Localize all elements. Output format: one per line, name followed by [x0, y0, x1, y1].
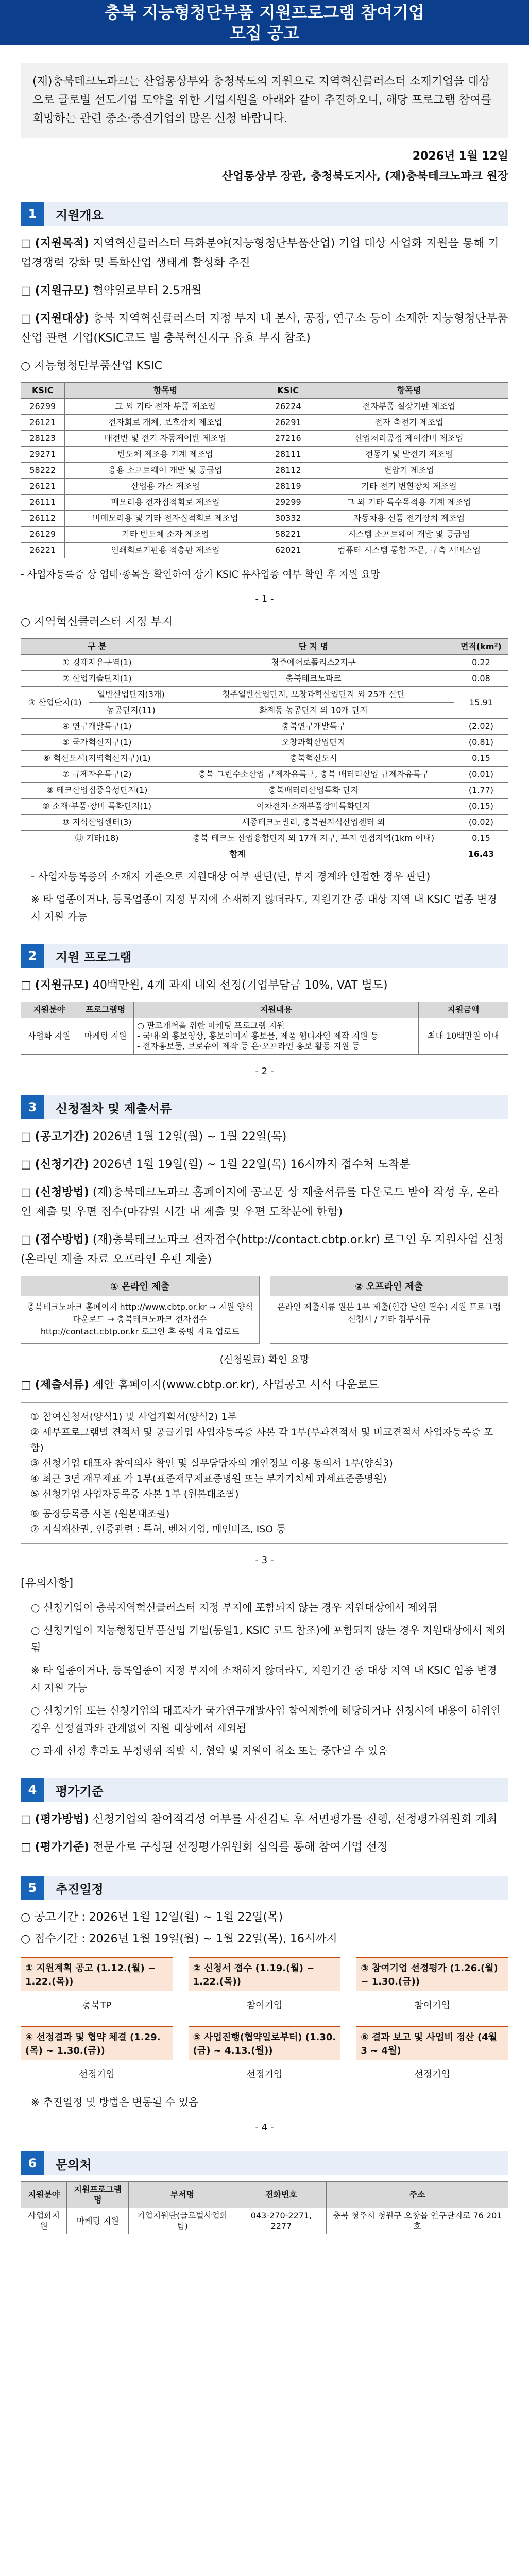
cluster-subcategory: 농공단지(11) — [89, 703, 173, 719]
ksic-item: 자동차용 신품 전기장치 제조업 — [310, 511, 508, 527]
cluster-row — [21, 671, 508, 687]
schedule-apply-line: ○ 접수기간 : 2026년 1월 19일(월) ~ 1월 22일(목), 16시까지 — [21, 1933, 337, 1945]
eval-method: □ (평가방법) 신청기업의 참여적격성 여부를 사전검토 후 서면평가를 진행, 선정평가위원회 개최 — [21, 1813, 498, 1826]
ksic-item: 그 외 기타 전자 부품 제조업 — [64, 399, 266, 415]
notice-date: 2026년 1월 12일 — [412, 150, 508, 163]
schedule-step — [189, 2026, 341, 2088]
offline-submission-box — [270, 1276, 509, 1344]
cluster-row — [21, 751, 508, 767]
cluster-category: ② 산업기술단지(1) — [21, 671, 173, 687]
ksic-row — [21, 527, 508, 543]
ksic-item: 시스템 소프트웨어 개발 및 공급업 — [310, 527, 508, 543]
ksic-row — [21, 431, 508, 447]
program-scale: □ (지원규모) 40백만원, 4개 과제 내외 선정(기업부담금 10%, VAT 별도) — [21, 979, 388, 992]
section-title: 지원 프로그램 — [44, 944, 508, 968]
cluster-note: ○ 지역혁신클러스터 지정 부지 — [21, 616, 173, 629]
program-content: ○ 판로개척을 위한 마케팅 프로그램 지원 - 국내·외 홍보영상, 홍보이미지 홍보물, 제품 웹디자인 제작 지원 등 - 전자홍보물, 브로슈어 제작 등 온·오프라인 홍보 활동 지원 등 — [133, 1018, 418, 1055]
section-number: 6 — [21, 2151, 44, 2175]
ksic-code: 28123 — [21, 431, 65, 447]
contact-phone-col: 전화번호 — [236, 2182, 327, 2208]
notice-heading: (공고기간) — [35, 1130, 89, 1143]
purpose-heading: (지원목적) — [35, 237, 89, 250]
ksic-code: 28112 — [266, 463, 310, 479]
ksic-code: 28119 — [266, 479, 310, 495]
criteria-heading: (평가기준) — [35, 1841, 89, 1854]
schedule-grid — [21, 1957, 508, 2088]
apply-text: 2026년 1월 19일(월) ~ 1월 22일(목) 16시까지 접수처 도착분 — [92, 1158, 411, 1171]
step-body: 선정기업 — [79, 2069, 115, 2080]
cluster-table — [21, 638, 508, 862]
cluster-header-row — [21, 639, 508, 655]
ksic-code: 29299 — [266, 495, 310, 511]
step-body: 충북TP — [82, 2000, 112, 2011]
submission-flow — [21, 1276, 508, 1344]
ksic-item: 산업처리공정 제어장비 제조업 — [310, 431, 508, 447]
ksic-item: 전자 축전기 제조업 — [310, 415, 508, 431]
cluster-category: ⑤ 국가혁신지구(1) — [21, 735, 173, 751]
contact-field: 사업화지원 — [21, 2208, 67, 2234]
method-heading: (신청방법) — [35, 1186, 89, 1199]
cluster-area: 0.15 — [454, 831, 508, 846]
program-table — [21, 1002, 508, 1055]
ksic-col: KSIC — [21, 383, 65, 399]
ksic-header-row — [21, 383, 508, 399]
cluster-category: ⑦ 규제자유특구(2) — [21, 767, 173, 783]
ksic-item: 산업용 가스 제조업 — [64, 479, 266, 495]
step-title: ⑥ 결과 보고 및 사업비 정산 (4월 3 ~ 4월) — [356, 2027, 508, 2060]
contact-program: 마케팅 지원 — [67, 2208, 129, 2234]
step-title: ④ 선정결과 및 협약 체결 (1.29.(목) ~ 1.30.(금)) — [21, 2027, 173, 2060]
cluster-row — [21, 719, 508, 735]
total-value: 16.43 — [454, 846, 508, 862]
submit-method: □ (접수방법) (재)충북테크노파크 전자접수(http://contact.cbtp.or.kr) 로그인 후 지원사업 신청(온라인 제출 자료 오프라인 우편 제출) — [21, 1233, 504, 1266]
ksic-row — [21, 399, 508, 415]
cluster-area: (0.01) — [454, 767, 508, 783]
cluster-complex: 충북 테크노 산업융합단지 외 17개 지구, 부지 인접지역(1km 이내) — [173, 831, 454, 846]
program-header-row — [21, 1002, 508, 1018]
contact-table — [21, 2181, 508, 2234]
submit-text: (재)충북테크노파크 전자접수(http://contact.cbtp.or.kr) 로그인 후 지원사업 신청(온라인 제출 자료 오프라인 우편 제출) — [21, 1233, 504, 1266]
doc-item: ③ 신청기업 대표자 참여의사 확인 및 실무담당자의 개인정보 이용 동의서 1부(양식3) — [30, 1458, 393, 1469]
support-budget: □ (지원규모) 협약일로부터 2.5개월 — [21, 284, 202, 297]
section-title: 추진일정 — [44, 1876, 508, 1900]
section-4-header — [21, 1778, 508, 1802]
docs-text: 제안 홈페이지(www.cbtp.or.kr), 사업공고 서식 다운로드 — [92, 1379, 379, 1392]
ksic-item: 배전반 및 전기 자동제어반 제조업 — [64, 431, 266, 447]
content-col: 지원내용 — [133, 1002, 418, 1018]
title-band — [0, 0, 529, 45]
doc-item: ② 세부프로그램별 견적서 및 공급기업 사업자등록증 사본 각 1부(부과견적서 및 비교견적서 사업자등록증 포함) — [30, 1427, 493, 1453]
cluster-complex: 청주일반산업단지, 오창과학산업단지 외 25개 산단 — [173, 687, 454, 703]
ksic-row — [21, 415, 508, 431]
submit-heading: (접수방법) — [35, 1233, 89, 1246]
ksic-item: 인쇄회로기판용 적층판 제조업 — [64, 543, 266, 558]
ksic-item: 컴퓨터 시스템 통합 자문, 구축 서비스업 — [310, 543, 508, 558]
optional-doc-item: ⑦ 지식재산권, 인증관련 : 특허, 벤처기업, 메인비즈, ISO 등 — [30, 1523, 286, 1535]
eval-criteria: □ (평가기준) 전문가로 구성된 선정평가위원회 심의를 통해 참여기업 선정 — [21, 1841, 388, 1854]
cluster-category: ① 경제자유구역(1) — [21, 655, 173, 671]
required-docs-box — [21, 1402, 508, 1544]
scale-text: 40백만원, 4개 과제 내외 선정(기업부담금 10%, VAT 별도) — [92, 979, 388, 992]
cluster-total-row — [21, 846, 508, 862]
step-body: 선정기업 — [414, 2069, 450, 2080]
ksic-code: 26111 — [21, 495, 65, 511]
ksic-code: 26221 — [21, 543, 65, 558]
ksic-note: ○ 지능형청단부품산업 KSIC — [21, 360, 162, 372]
docs-heading: (제출서류) — [35, 1379, 89, 1392]
ksic-row — [21, 495, 508, 511]
section-title: 지원개요 — [44, 202, 508, 226]
division-col: 구 분 — [21, 639, 173, 655]
cluster-area: (0.81) — [454, 735, 508, 751]
program-name: 마케팅 지원 — [77, 1018, 133, 1055]
item-col: 항목명 — [310, 383, 508, 399]
ksic-code: 26121 — [21, 415, 65, 431]
cluster-row — [21, 815, 508, 831]
cluster-row — [21, 703, 508, 719]
note-item: ※ 타 업종이거나, 등록업종이 지정 부지에 소재하지 않더라도, 지원기간 중 대상 지역 내 KSIC 업종 변경 시 지원 가능 — [31, 1664, 497, 1694]
page-number: - 4 - — [255, 2122, 274, 2133]
schedule-step — [356, 1957, 508, 2019]
cluster-subcategory: 일반산업단지(3개) — [89, 687, 173, 703]
ksic-item: 전동기 및 발전기 제조업 — [310, 447, 508, 463]
ksic-item: 반도체 제조용 기계 제조업 — [64, 447, 266, 463]
cluster-complex: 이차전지·소재부품장비특화단지 — [173, 799, 454, 815]
ksic-row — [21, 543, 508, 558]
cluster-category: ⑨ 소재·부품·장비 특화단지(1) — [21, 799, 173, 815]
ksic-row — [21, 463, 508, 479]
program-amount: 최대 10백만원 이내 — [418, 1018, 508, 1055]
cluster-area: 0.15 — [454, 751, 508, 767]
intro-text: (재)충북테크노파크는 산업통상부와 충청북도의 지원으로 지역혁신클러스터 소재기업을 대상으로 글로벌 선도기업 도약을 위한 기업지원을 아래와 같이 추진하오니, 해당 프로그램 참여를 희망하는 관련 중소·중견기업의 많은 신청 바랍니다. — [32, 75, 492, 125]
required-docs: □ (제출서류) 제안 홈페이지(www.cbtp.or.kr), 사업공고 서식 다운로드 — [21, 1379, 379, 1392]
note-item: ○ 과제 선정 후라도 부정행위 적발 시, 협약 및 지원이 취소 또는 중단될 수 있음 — [31, 1744, 388, 1757]
ksic-row — [21, 479, 508, 495]
offline-heading: ② 오프라인 제출 — [270, 1276, 508, 1296]
doc-item: ① 참여신청서(양식1) 및 사업계획서(양식2) 1부 — [30, 1411, 237, 1422]
ksic-row — [21, 447, 508, 463]
ksic-item: 메모리용 전자집적회로 제조업 — [64, 495, 266, 511]
area-col: 면적(km²) — [454, 639, 508, 655]
offline-steps: 온라인 제출서류 원본 1부 제출(인감 날인 필수) 지원 프로그램 신청서 / 기타 첨부서류 — [277, 1302, 501, 1324]
schedule-step — [21, 1957, 173, 2019]
ksic-code: 58221 — [266, 527, 310, 543]
step-title: ③ 참여기업 선정평가 (1.26.(월) ~ 1.30.(금)) — [356, 1958, 508, 1991]
cluster-category: ⑧ 테크산업집중육성단지(1) — [21, 783, 173, 799]
ksic-col: KSIC — [266, 383, 310, 399]
contact-dept: 기업지원단(글로벌사업화팀) — [129, 2208, 236, 2234]
contact-address: 충북 청주시 청원구 오창읍 연구단지로 76 201호 — [327, 2208, 508, 2234]
intro-box — [21, 63, 508, 138]
cluster-footnote-1: - 사업자등록증의 소재지 기준으로 지원대상 여부 판단(단, 부지 경계와 인접한 경우 판단) — [31, 870, 431, 883]
cluster-complex: 충북 그린수소산업 규제자유특구, 충북 배터리산업 규제자유특구 — [173, 767, 454, 783]
industry-note: - 사업자등록증 상 업태·종목을 확인하여 상기 KSIC 유사업종 여부 확인 후 지원 요망 — [21, 569, 380, 580]
section-title: 평가기준 — [44, 1778, 508, 1802]
notice-period: □ (공고기간) 2026년 1월 12일(월) ~ 1월 22일(목) — [21, 1130, 287, 1143]
eval-heading: (평가방법) — [35, 1813, 89, 1826]
item-col: 항목명 — [64, 383, 266, 399]
contact-program-col: 지원프로그램명 — [67, 2182, 129, 2208]
page-number: - 2 - — [255, 1066, 274, 1077]
cluster-area: (0.15) — [454, 799, 508, 815]
cluster-complex: 화계동 농공단지 외 10개 단지 — [173, 703, 454, 719]
ksic-item: 비메모리용 및 기타 전자집적회로 제조업 — [64, 511, 266, 527]
cluster-row — [21, 735, 508, 751]
ksic-code: 26129 — [21, 527, 65, 543]
schedule-notice-line: ○ 공고기간 : 2026년 1월 12일(월) ~ 1월 22일(목) — [21, 1911, 283, 1924]
cluster-complex: 충북연구개발특구 — [173, 719, 454, 735]
cluster-category: ⑩ 지식산업센터(3) — [21, 815, 173, 831]
contact-row — [21, 2208, 508, 2234]
ksic-item: 응용 소프트웨어 개발 및 공급업 — [64, 463, 266, 479]
contact-phone: 043-270-2271, 2277 — [236, 2208, 327, 2234]
total-label: 합계 — [21, 846, 454, 862]
page-title-line1: 충북 지능형청단부품 지원프로그램 참여기업 — [105, 3, 424, 22]
cluster-row — [21, 831, 508, 846]
ksic-code: 26121 — [21, 479, 65, 495]
step-body: 참여기업 — [414, 2000, 450, 2011]
criteria-text: 전문가로 구성된 선정평가위원회 심의를 통해 참여기업 선정 — [92, 1841, 388, 1854]
contact-field-col: 지원분야 — [21, 2182, 67, 2208]
ksic-item: 기타 전기 변환장치 제조업 — [310, 479, 508, 495]
budget-text: 협약일로부터 2.5개월 — [92, 284, 202, 297]
ksic-item: 전자회로 개체, 보호장치 제조업 — [64, 415, 266, 431]
section-6-header — [21, 2151, 508, 2175]
cluster-complex: 충북혁신도시 — [173, 751, 454, 767]
eval-text: 신청기업의 참여적격성 여부를 사전검토 후 서면평가를 진행, 선정평가위원회 개최 — [92, 1813, 498, 1826]
cluster-row — [21, 655, 508, 671]
page-number: - 1 - — [255, 594, 274, 604]
target-heading: (지원대상) — [35, 312, 89, 325]
program-row — [21, 1018, 508, 1055]
section-number: 4 — [21, 1778, 44, 1802]
page-title-line2: 모집 공고 — [230, 23, 299, 43]
ksic-code: 28111 — [266, 447, 310, 463]
section-3-header — [21, 1095, 508, 1119]
ksic-code: 26299 — [21, 399, 65, 415]
notes-heading: [유의사항] — [21, 1577, 74, 1590]
note-item: ○ 신청기업이 충북지역혁신클러스터 지정 부지에 포함되지 않는 경우 지원대상에서 제외됨 — [31, 1601, 438, 1614]
optional-doc-item: ⑥ 공장등록증 사본 (원본대조필) — [30, 1508, 170, 1519]
budget-heading: (지원규모) — [35, 284, 89, 297]
cluster-category: ⑪ 기타(18) — [21, 831, 173, 846]
ksic-code: 26112 — [21, 511, 65, 527]
cluster-footnote-2: ※ 타 업종이거나, 등록업종이 지정 부지에 소재하지 않더라도, 지원기간 중 대상 지역 내 KSIC 업종 변경 시 지원 가능 — [31, 893, 497, 923]
support-target: □ (지원대상) 충북 지역혁신클러스터 지정 부지 내 본사, 공장, 연구소 등이 소재한 지능형청단부품산업 관련 기업(KSIC코드 별 충북혁신지구 유효 부지 참조) — [21, 312, 508, 345]
amount-col: 지원금액 — [418, 1002, 508, 1018]
cluster-complex: 세종테크노빌리, 충북권지식산업센터 외 — [173, 815, 454, 831]
step-body: 참여기업 — [246, 2000, 283, 2011]
online-submission-box — [21, 1276, 260, 1344]
ksic-code: 30332 — [266, 511, 310, 527]
doc-item: ④ 최근 3년 재무제표 각 1부(표준재무제표증명원 또는 부가가치세 과세표준증명원) — [30, 1473, 387, 1484]
cluster-complex: 오창과학산업단지 — [173, 735, 454, 751]
target-text: 충북 지역혁신클러스터 지정 부지 내 본사, 공장, 연구소 등이 소재한 지능형청단부품산업 관련 기업(KSIC코드 별 충북혁신지구 유효 부지 참조) — [21, 312, 508, 345]
cluster-row — [21, 783, 508, 799]
step-title: ⑤ 사업진행(협약일로부터) (1.30.(금) ~ 4.13.(월)) — [189, 2027, 340, 2060]
ksic-item: 전자부품 실장기판 제조업 — [310, 399, 508, 415]
note-item: ○ 신청기업이 지능형청단부품산업 기업(동일1, KSIC 코드 참조)에 포함되지 않는 경우 지원대상에서 제외됨 — [31, 1624, 506, 1654]
cluster-row — [21, 687, 508, 703]
ksic-item: 기타 반도체 소자 제조업 — [64, 527, 266, 543]
section-1-header — [21, 202, 508, 226]
support-purpose: □ (지원목적) 지역혁신클러스터 특화분야(지능형청단부품산업) 기업 대상 사업화 지원을 통해 기업경쟁력 강화 및 특화산업 생태계 활성화 추진 — [21, 237, 499, 269]
purpose-text: 지역혁신클러스터 특화분야(지능형청단부품산업) 기업 대상 사업화 지원을 통해 기업경쟁력 강화 및 특화산업 생태계 활성화 추진 — [21, 237, 499, 269]
step-title: ② 신청서 접수 (1.19.(월) ~ 1.22.(목)) — [189, 1958, 340, 1991]
cluster-area: (2.02) — [454, 719, 508, 735]
program-field: 사업화 지원 — [21, 1018, 77, 1055]
schedule-step — [356, 2026, 508, 2088]
step-body: 선정기업 — [246, 2069, 283, 2080]
apply-period: □ (신청기간) 2026년 1월 19일(월) ~ 1월 22일(목) 16시까지 접수처 도착분 — [21, 1158, 411, 1171]
ksic-code: 58222 — [21, 463, 65, 479]
schedule-note: ※ 추진일정 및 방법은 변동될 수 있음 — [31, 2096, 199, 2108]
cluster-category: ④ 연구개발특구(1) — [21, 719, 173, 735]
cluster-row — [21, 799, 508, 815]
apply-heading: (신청기간) — [35, 1158, 89, 1171]
method-text: (재)충북테크노파크 홈페이지에 공고문 상 제출서류를 다운로드 받아 작성 후, 온라인 제출 및 우편 접수(마감일 시간 내 제출 및 우편 도착분에 한함) — [21, 1186, 499, 1218]
ksic-table — [21, 382, 508, 558]
cluster-area: 0.22 — [454, 655, 508, 671]
contact-header-row — [21, 2182, 508, 2208]
section-number: 3 — [21, 1095, 44, 1119]
step-title: ① 지원계획 공고 (1.12.(월) ~ 1.22.(목)) — [21, 1958, 173, 1991]
section-5-header — [21, 1876, 508, 1900]
cluster-complex: 충북테크노파크 — [173, 671, 454, 687]
note-item: ○ 신청기업 또는 신청기업의 대표자가 국가연구개발사업 참여제한에 해당하거나 신청시에 내용이 허위인 경우 선정결과와 관계없이 지원 대상에서 제외됨 — [31, 1704, 501, 1734]
schedule-step — [189, 1957, 341, 2019]
cluster-complex: 청주에어로폴리스2지구 — [173, 655, 454, 671]
ksic-row — [21, 511, 508, 527]
ksic-item: 그 외 기타 특수목적용 기계 제조업 — [310, 495, 508, 511]
cluster-area: (0.02) — [454, 815, 508, 831]
cluster-category: ③ 산업단지(1) — [21, 687, 89, 719]
scale-heading: (지원규모) — [35, 979, 89, 992]
signatories: 산업통상부 장관, 충청북도지사, (재)충북테크노파크 원장 — [221, 170, 508, 183]
contact-address-col: 주소 — [327, 2182, 508, 2208]
contact-dept-col: 부서명 — [129, 2182, 236, 2208]
schedule-step — [21, 2026, 173, 2088]
section-number: 2 — [21, 944, 44, 968]
submission-check: (신청원료) 확인 요망 — [219, 1354, 310, 1365]
complex-col: 단 지 명 — [173, 639, 454, 655]
ksic-code: 27216 — [266, 431, 310, 447]
cluster-area: (1.77) — [454, 783, 508, 799]
ksic-code: 29271 — [21, 447, 65, 463]
online-heading: ① 온라인 제출 — [21, 1276, 259, 1296]
cluster-complex: 충북배터리산업특화 단지 — [173, 783, 454, 799]
section-number: 1 — [21, 202, 44, 226]
cluster-area: 0.08 — [454, 671, 508, 687]
field-col: 지원분야 — [21, 1002, 77, 1018]
cluster-area: 15.91 — [454, 687, 508, 719]
doc-item: ⑤ 신청기업 사업자등록증 사본 1부 (원본대조필) — [30, 1488, 239, 1500]
ksic-code: 26224 — [266, 399, 310, 415]
program-col: 프로그램명 — [77, 1002, 133, 1018]
ksic-code: 62021 — [266, 543, 310, 558]
ksic-code: 26291 — [266, 415, 310, 431]
section-number: 5 — [21, 1876, 44, 1900]
online-steps: 충북테크노파크 홈페이지 http://www.cbtp.or.kr → 지원 양식 다운로드 → 충북테크노파크 전자접수 http://contact.cbtp.or.kr 로그인 후 증빙 자료 업로드 — [27, 1302, 253, 1336]
apply-method: □ (신청방법) (재)충북테크노파크 홈페이지에 공고문 상 제출서류를 다운로드 받아 작성 후, 온라인 제출 및 우편 접수(마감일 시간 내 제출 및 우편 도착분에 한함) — [21, 1186, 499, 1218]
cluster-category: ⑥ 혁신도시(지역혁신지구)(1) — [21, 751, 173, 767]
section-2-header — [21, 944, 508, 968]
ksic-item: 변압기 제조업 — [310, 463, 508, 479]
section-title: 신청절차 및 제출서류 — [44, 1095, 508, 1119]
page-number: - 3 - — [255, 1555, 274, 1566]
cluster-row — [21, 767, 508, 783]
notice-text: 2026년 1월 12일(월) ~ 1월 22일(목) — [92, 1130, 287, 1143]
section-title: 문의처 — [44, 2151, 508, 2175]
